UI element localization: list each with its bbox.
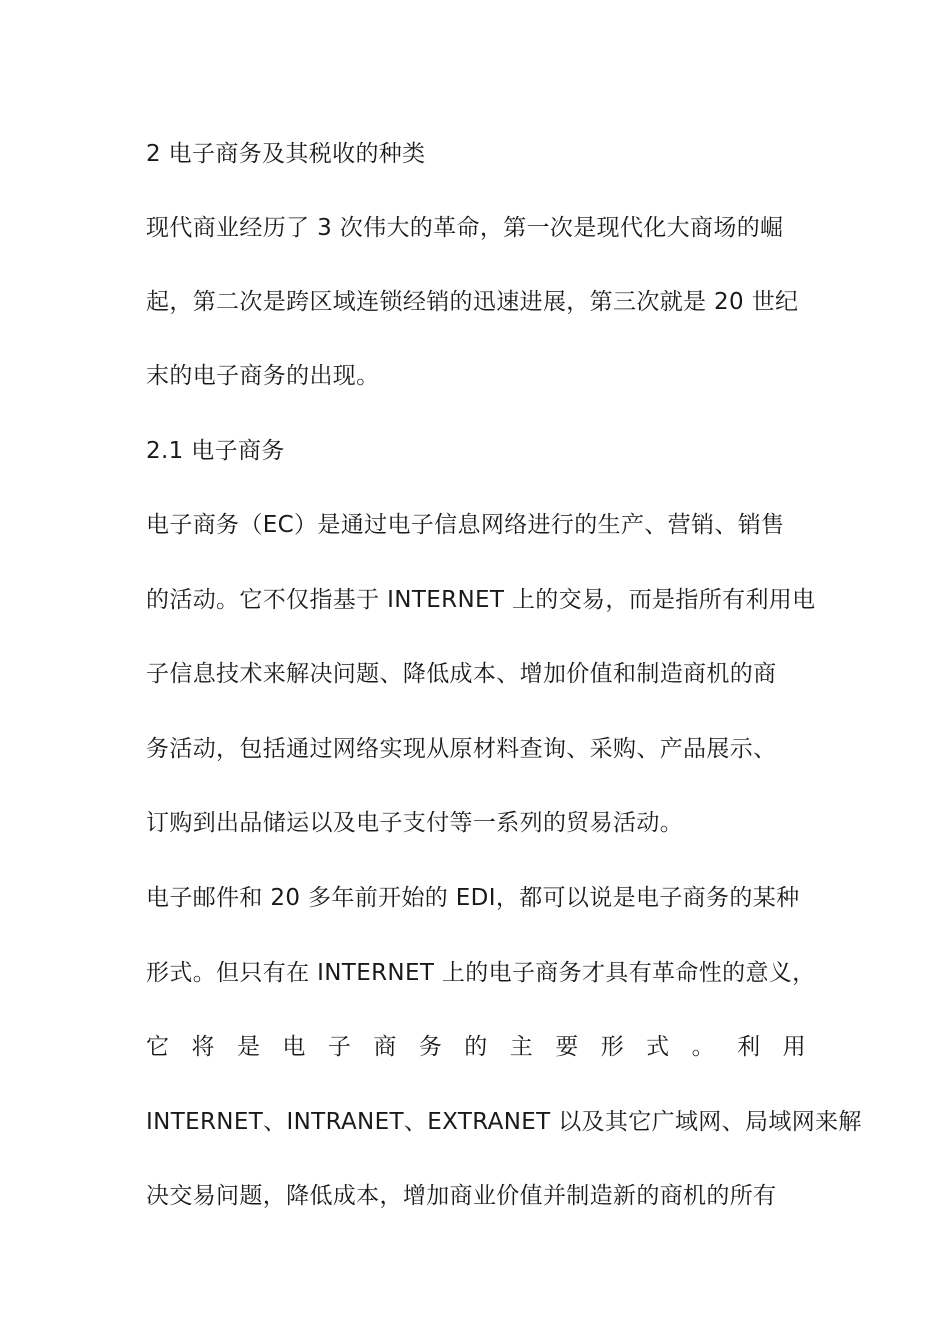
paragraph-3-line-3-justified bbox=[146, 1032, 806, 1062]
paragraph-1-line-1: 现代商业经历了 3 次伟大的革命，第一次是现代化大商场的崛 bbox=[146, 215, 784, 241]
justified-char: 式 bbox=[646, 1034, 670, 1060]
justified-char: 。 bbox=[691, 1034, 715, 1060]
paragraph-2-line-3: 子信息技术来解决问题、降低成本、增加价值和制造商机的商 bbox=[146, 661, 777, 687]
paragraph-1-line-3: 末的电子商务的出现。 bbox=[146, 363, 380, 389]
justified-char: 商 bbox=[373, 1034, 397, 1060]
subsection-heading: 2.1 电子商务 bbox=[146, 438, 285, 464]
paragraph-2-line-4: 务活动，包括通过网络实现从原材料查询、采购、产品展示、 bbox=[146, 736, 777, 762]
justified-char: 电 bbox=[282, 1034, 306, 1060]
justified-char: 务 bbox=[418, 1034, 443, 1060]
paragraph-1-line-2: 起，第二次是跨区域连锁经销的迅速进展，第三次就是 20 世纪 bbox=[146, 289, 799, 315]
justified-char: 的 bbox=[464, 1034, 488, 1060]
paragraph-2-line-1: 电子商务（EC）是通过电子信息网络进行的生产、营销、销售 bbox=[146, 512, 785, 538]
justified-char: 子 bbox=[327, 1034, 352, 1060]
paragraph-3-line-4: INTERNET、INTRANET、EXTRANET 以及其它广域网、局域网来解 bbox=[146, 1109, 862, 1135]
justified-char: 将 bbox=[191, 1034, 215, 1060]
justified-char: 利 bbox=[737, 1034, 761, 1060]
justified-char: 形 bbox=[600, 1034, 625, 1060]
justified-char: 主 bbox=[509, 1034, 534, 1060]
justified-char: 用 bbox=[782, 1034, 806, 1060]
paragraph-2-line-2: 的活动。它不仅指基于 INTERNET 上的交易，而是指所有利用电 bbox=[146, 587, 816, 613]
justified-char: 是 bbox=[236, 1034, 261, 1060]
section-heading: 2 电子商务及其税收的种类 bbox=[146, 141, 426, 167]
justified-char: 它 bbox=[146, 1034, 170, 1060]
paragraph-3-line-1: 电子邮件和 20 多年前开始的 EDI，都可以说是电子商务的某种 bbox=[146, 885, 800, 911]
paragraph-3-line-2: 形式。但只有在 INTERNET 上的电子商务才具有革命性的意义， bbox=[146, 960, 816, 986]
paragraph-3-line-5: 决交易问题，降低成本，增加商业价值并制造新的商机的所有 bbox=[146, 1183, 777, 1209]
justified-char: 要 bbox=[555, 1034, 579, 1060]
paragraph-2-line-5: 订购到出品储运以及电子支付等一系列的贸易活动。 bbox=[146, 810, 684, 836]
